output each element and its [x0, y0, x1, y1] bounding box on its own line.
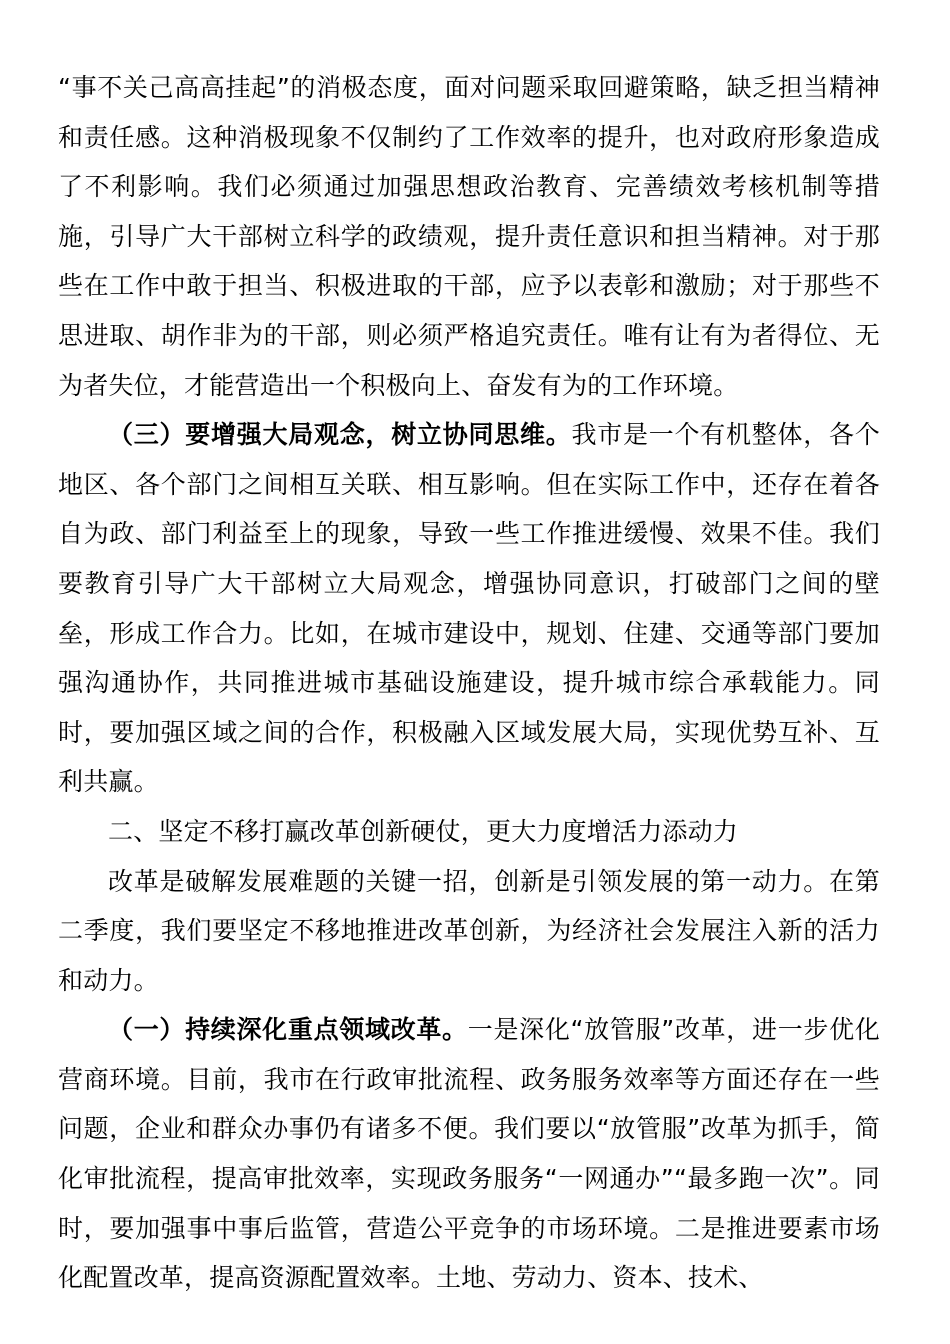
document-body [58, 63, 880, 1303]
paragraph-heading: （三）要增强大局观念，树立协同思维。 [108, 420, 572, 450]
paragraph-overall-view [58, 410, 880, 807]
paragraph-attitude: “事不关己高高挂起”的消极态度，面对问题采取回避策略，缺乏担当精神和责任感。这种消极现象不仅制约了工作效率的提升，也对政府形象造成了不利影响。我们必须通过加强思想政治教育、完善绩效考核机制等措施，引导广大干部树立科学的政绩观，提升责任意识和担当精神。对于那些在工作中敢于担当、积极进取的干部，应予以表彰和激励；对于那些不思进取、胡作非为的干部，则必须严格追究责任。唯有让有为者得位、无为者失位，才能营造出一个积极向上、奋发有为的工作环境。 [58, 73, 880, 400]
paragraph-reform-intro: 改革是破解发展难题的关键一招，创新是引领发展的第一动力。在第二季度，我们要坚定不移地推进改革创新，为经济社会发展注入新的活力和动力。 [58, 866, 880, 995]
paragraph-body: 一是深化“放管服”改革，进一步优化营商环境。目前，我市在行政审批流程、政务服务效率等方面还存在一些问题，企业和群众办事仍有诸多不便。我们要以“放管服”改革为抓手，简化审批流程，提高审批效率，实现政务服务“一网通办”“最多跑一次”。同时，要加强事中事后监管，营造公平竞争的市场环境。二是推进要素市场化配置改革，提高资源配置效率。土地、劳动力、资本、技术、 [58, 1015, 880, 1293]
paragraph-heading: （一）持续深化重点领域改革。 [108, 1015, 468, 1045]
paragraph-key-reforms [58, 1005, 880, 1303]
paragraph-body: 我市是一个有机整体，各个地区、各个部门之间相互关联、相互影响。但在实际工作中，还存在着各自为政、部门利益至上的现象，导致一些工作推进缓慢、效果不佳。我们要教育引导广大干部树立大局观念，增强协同意识，打破部门之间的壁垒，形成工作合力。比如，在城市建设中，规划、住建、交通等部门要加强沟通协作，共同推进城市基础设施建设，提升城市综合承载能力。同时，要加强区域之间的合作，积极融入区域发展大局，实现优势互补、互利共赢。 [58, 420, 880, 797]
section-heading: 二、坚定不移打赢改革创新硬仗，更大力度增活力添动力 [108, 816, 739, 846]
